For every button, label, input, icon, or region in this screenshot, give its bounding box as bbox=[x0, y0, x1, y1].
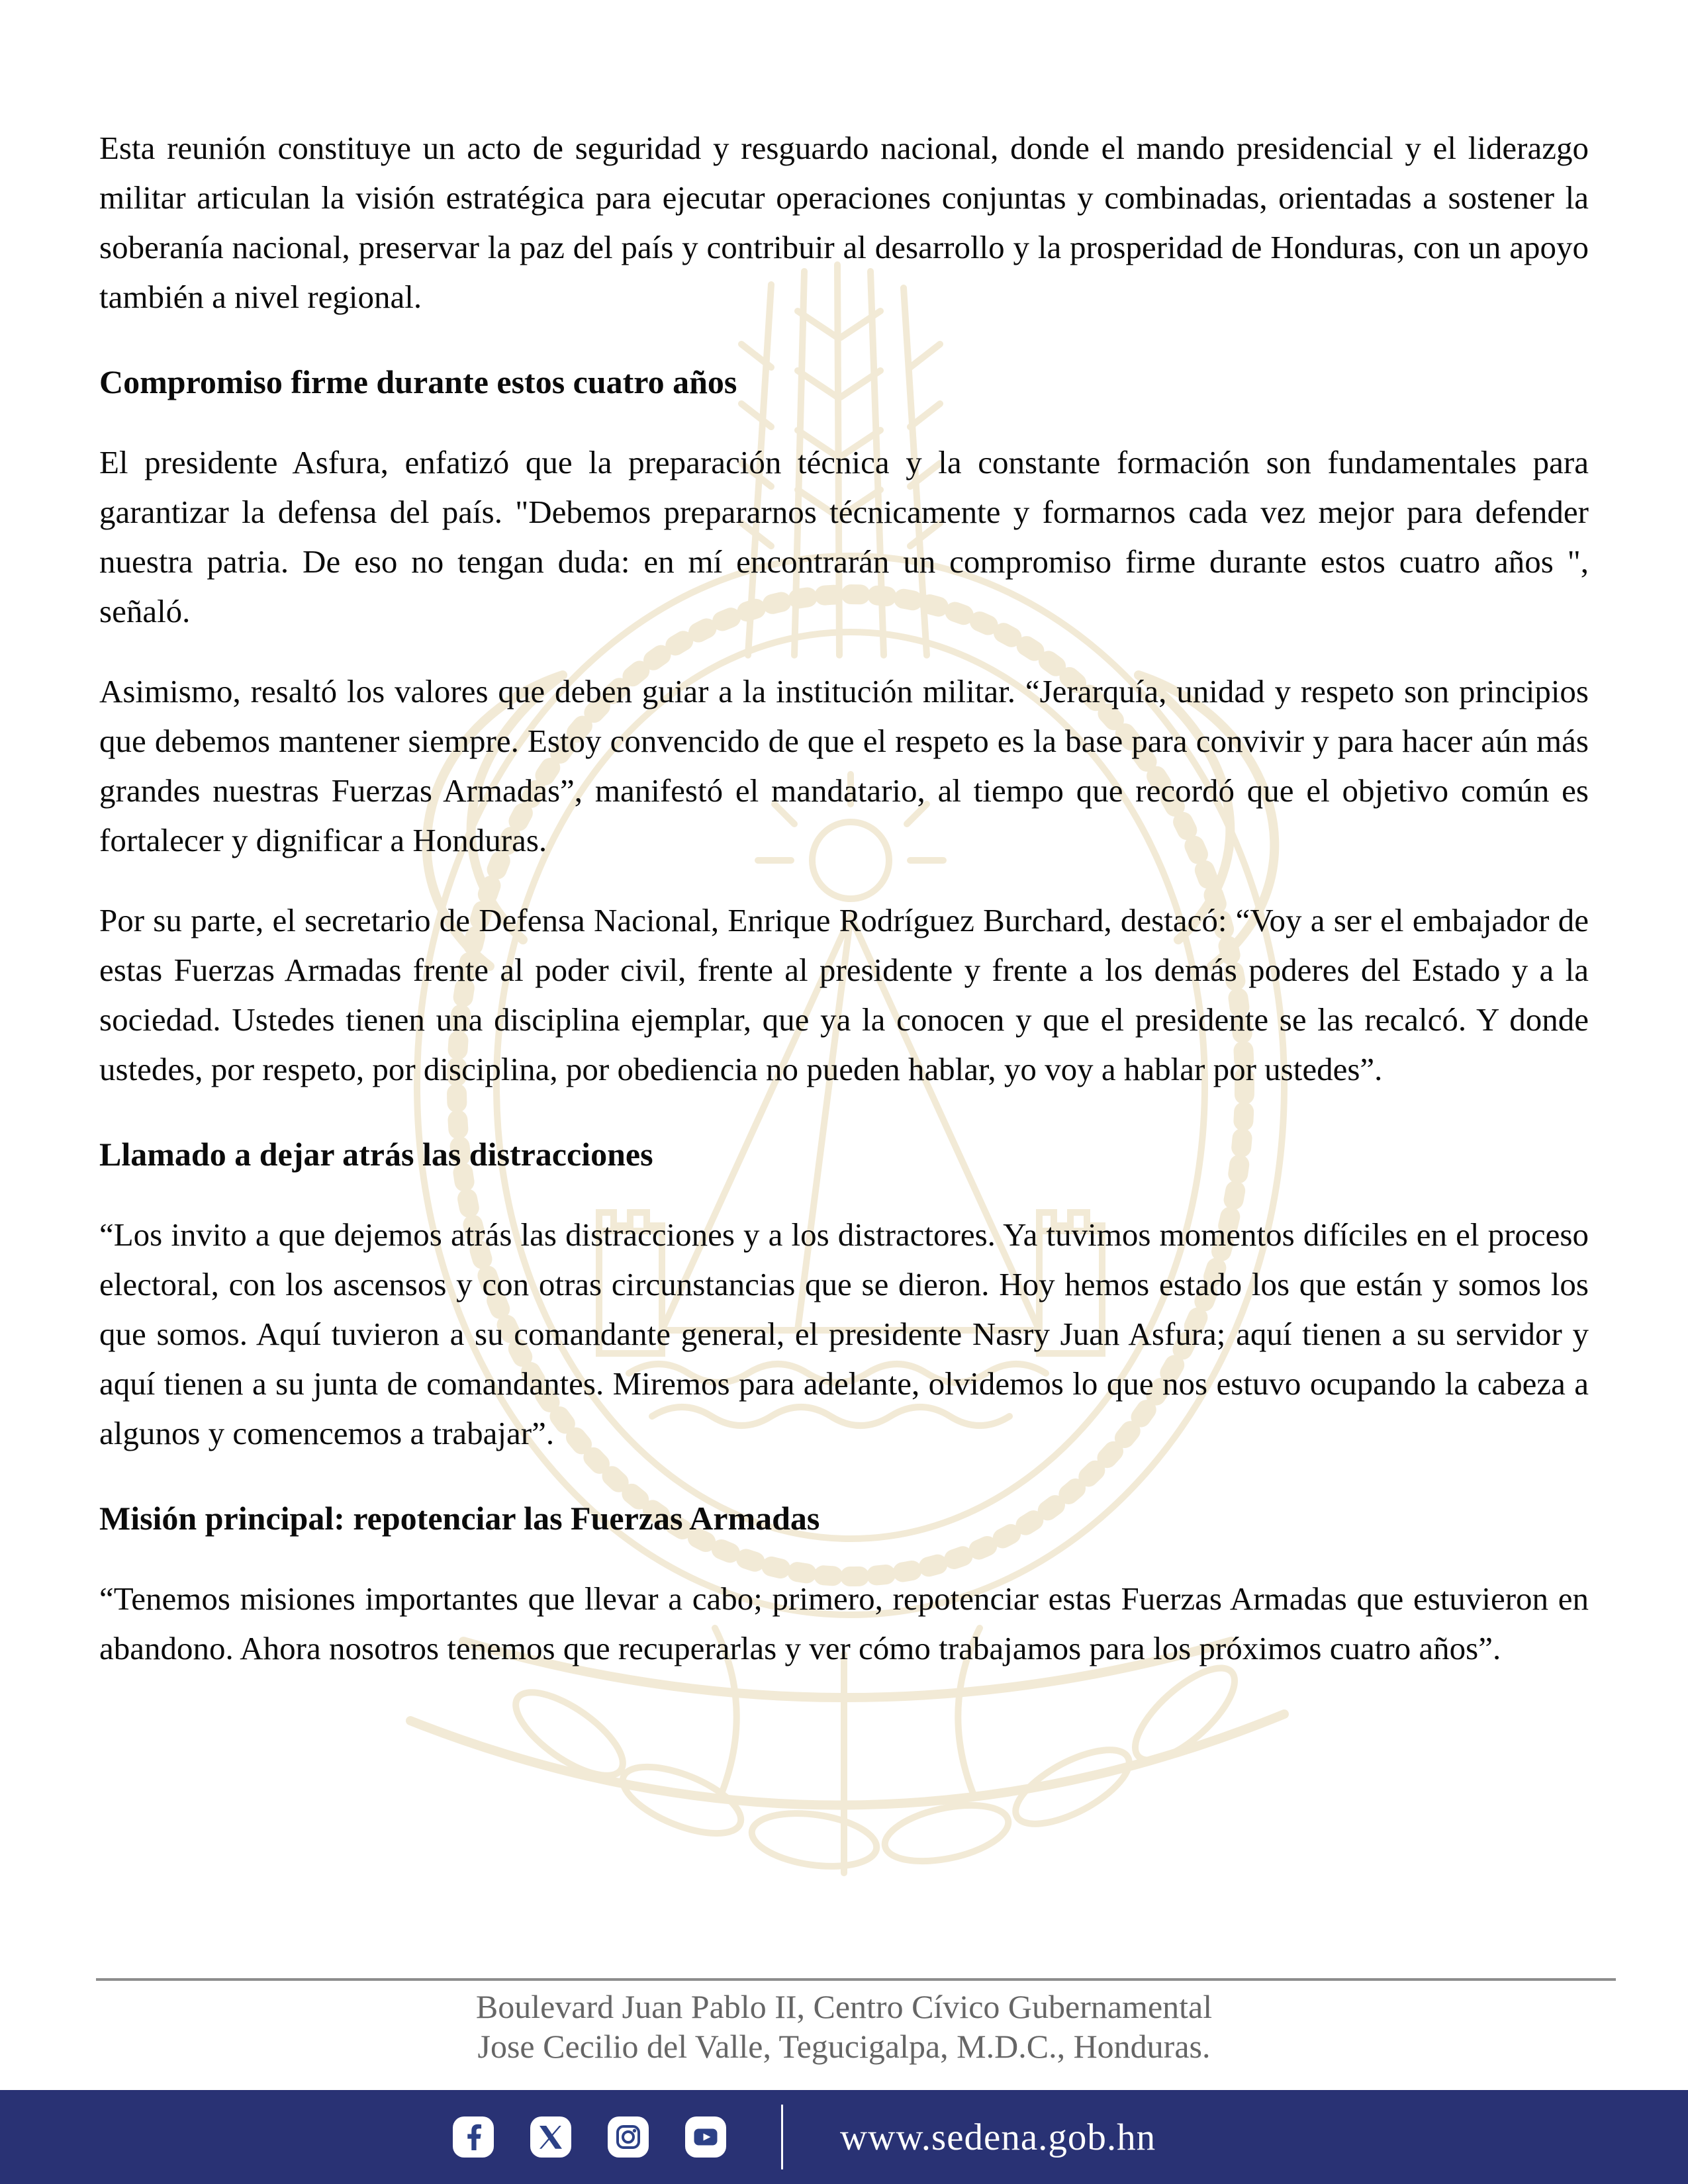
footer-divider-line bbox=[96, 1978, 1616, 1981]
footer-vertical-divider bbox=[781, 2105, 783, 2169]
body-paragraph: “Los invito a que dejemos atrás las distracciones y a los distractores. Ya tuvimos momentos difíciles en el proceso electoral, con los ascensos y con otras circunstancias que se dieron. Hoy hemos estado los que están y somos los que somos. Aquí tuvieron a su comandante general, el presidente Nasry Juan Asfura; aquí tienen a su servidor y aquí tienen a su junta de comandantes. Miremos para adelante, olvidemos lo que nos estuvo ocupando la cabeza a algunos y comencemos a trabajar”. bbox=[99, 1216, 1589, 1451]
instagram-icon[interactable] bbox=[608, 2116, 649, 2158]
section-heading: Llamado a dejar atrás las distracciones bbox=[99, 1136, 653, 1173]
body-paragraph: “Tenemos misiones importantes que llevar a cabo; primero, repotenciar estas Fuerzas Armadas que estuvieron en abandono. Ahora nosotros tenemos que recuperarlas y ver cómo trabajamos para los próximos cuatro años”. bbox=[99, 1580, 1589, 1666]
body-paragraph: Por su parte, el secretario de Defensa Nacional, Enrique Rodríguez Burchard, destacó: “Voy a ser el embajador de estas Fuerzas Armadas frente al poder civil, frente al presidente y frente a los demás poderes del Estado y a la sociedad. Ustedes tienen una disciplina ejemplar, que ya la conocen y que el presidente se las recalcó. Y donde ustedes, por respeto, por disciplina, por obediencia no pueden hablar, yo voy a hablar por ustedes”. bbox=[99, 902, 1589, 1087]
body-paragraph: El presidente Asfura, enfatizó que la preparación técnica y la constante formación son fundamentales para garantizar la defensa del país. "Debemos prepararnos técnicamente y formarnos cada vez mejor para defender nuestra patria. De eso no tengan duda: en mí encontrarán un compromiso firme durante estos cuatro años ", señaló. bbox=[99, 444, 1589, 629]
section-heading: Misión principal: repotenciar las Fuerzas Armadas bbox=[99, 1500, 820, 1537]
facebook-icon[interactable] bbox=[453, 2116, 494, 2158]
footer-address-line1: Boulevard Juan Pablo II, Centro Cívico Gubernamental bbox=[475, 1988, 1213, 2025]
body-paragraph: Esta reunión constituye un acto de seguridad y resguardo nacional, donde el mando presidencial y el liderazgo militar articulan la visión estratégica para ejecutar operaciones conjuntas y combinadas, orientadas a sostener la soberanía nacional, preservar la paz del país y contribuir al desarrollo y la prosperidad de Honduras, con un apoyo también a nivel regional. bbox=[99, 130, 1589, 315]
website-link[interactable]: www.sedena.gob.hn bbox=[840, 2116, 1156, 2158]
section-heading: Compromiso firme durante estos cuatro años bbox=[99, 363, 737, 400]
footer-bar bbox=[0, 2090, 1688, 2184]
footer-address bbox=[0, 1987, 1688, 2066]
body-paragraph: Asimismo, resaltó los valores que deben guiar a la institución militar. “Jerarquía, unidad y respeto son principios que debemos mantener siempre. Estoy convencido de que el respeto es la base para convivir y para hacer aún más grandes nuestras Fuerzas Armadas”, manifestó el mandatario, al tiempo que recordó que el objetivo común es fortalecer y dignificar a Honduras. bbox=[99, 673, 1589, 858]
x-icon[interactable] bbox=[530, 2116, 571, 2158]
footer-address-line2: Jose Cecilio del Valle, Tegucigalpa, M.D.C., Honduras. bbox=[477, 2028, 1211, 2065]
youtube-icon[interactable] bbox=[685, 2116, 726, 2158]
press-release-body bbox=[99, 0, 1589, 1673]
